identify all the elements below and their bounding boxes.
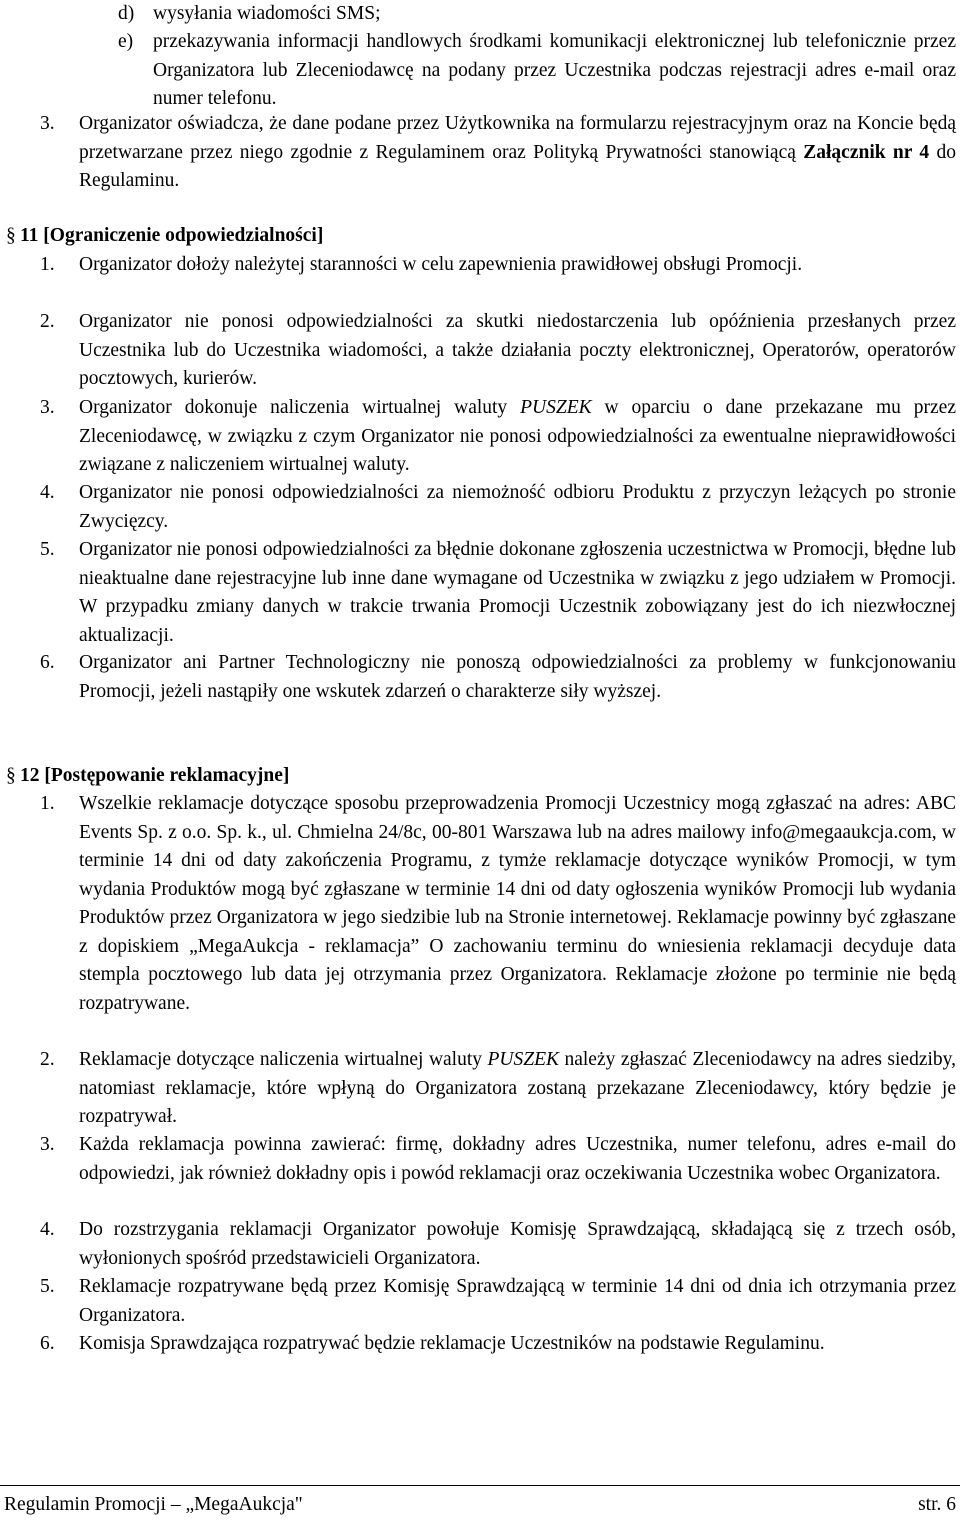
- item-number: 2.: [40, 311, 55, 332]
- item-number: d): [118, 3, 135, 24]
- sec12-item-3: [40, 1131, 956, 1188]
- item-text: [79, 394, 956, 480]
- footer-title: Regulamin Promocji – „MegaAukcja": [4, 1494, 303, 1515]
- item-number: 3.: [40, 397, 55, 418]
- sec11-item-2: [40, 308, 956, 394]
- item-text: Do rozstrzygania reklamacji Organizator powołuje Komisję Sprawdzającą, składającą się z trzech osób, wyłonionych spośród przedstawicieli Organizatora.: [79, 1219, 956, 1269]
- sec12-item-1: [40, 790, 956, 1018]
- sec12-item-4: [40, 1216, 956, 1273]
- footer-divider: [0, 1485, 960, 1486]
- sec12-item-5: [40, 1273, 956, 1330]
- item-text: Wszelkie reklamacje dotyczące sposobu przeprowadzenia Promocji Uczestnicy mogą zgłaszać na adres: ABC Events Sp. z o.o. Sp. k., ul. Chmielna 24/8c, 00-801 Warszawa lub na adres mailowy info@megaaukcja.com, w terminie 14 dni od daty zakończenia Programu, z tymże reklamacje dotyczące wyników Promocji, w tym wydania Produktów mogą być zgłaszane w terminie 14 dni od daty ogłoszenia wyników Promocji lub wydania Produktów przez Organizatora w jego siedzibie lub na Stronie internetowej. Reklamacje powinny być zgłaszane z dopiskiem „MegaAukcja - reklamacja” O zachowaniu terminu do wniesienia reklamacji decyduje data stempla pocztowego lub data jej otrzymania przez Organizatora. Reklamacje złożone po terminie nie będą rozpatrywane.: [79, 793, 956, 1014]
- sec11-item-4: [40, 479, 956, 536]
- text-part: Reklamacje dotyczące naliczenia wirtualnej waluty: [79, 1049, 488, 1070]
- attachment-ref: Załącznik nr 4: [803, 141, 930, 163]
- text-part: Organizator oświadcza, że dane podane przez Użytkownika na formularzu rejestracyjnym oraz na Koncie będą przetwarzane przez niego zgodnie z Regulaminem oraz Polityką Prywatności stanowiącą: [79, 113, 956, 163]
- sec11-item-1: [40, 251, 956, 280]
- item-number: 4.: [40, 1219, 55, 1240]
- section-11-heading: [6, 222, 323, 251]
- item-text: przekazywania informacji handlowych środkami komunikacji elektronicznej lub telefonicznie przez Organizatora lub Zleceniodawcę na podany przez Uczestnika podczas rejestracji adres e-mail oraz numer telefonu.: [153, 31, 956, 109]
- sec11-item-3: [40, 394, 956, 480]
- sec11-item-5: [40, 536, 956, 650]
- item-text: Komisja Sprawdzająca rozpatrywać będzie reklamacje Uczestników na podstawie Regulaminu.: [79, 1333, 825, 1354]
- page-number: str. 6: [918, 1494, 956, 1515]
- item-text: Organizator ani Partner Technologiczny nie ponoszą odpowiedzialności za problemy w funkcjonowaniu Promocji, jeżeli nastąpiły one wskutek zdarzeń o charakterze siły wyższej.: [79, 652, 956, 702]
- text-part: do Regulaminu.: [79, 141, 957, 191]
- section-12-heading: [6, 762, 289, 791]
- item-text: wysyłania wiadomości SMS;: [153, 3, 381, 24]
- paragraph-sign: §: [6, 225, 16, 246]
- item-text: Organizator nie ponosi odpowiedzialności za niemożność odbioru Produktu z przyczyn leżących po stronie Zwycięzcy.: [79, 482, 956, 532]
- paragraph-sign: §: [6, 765, 16, 786]
- item-number: 6.: [40, 652, 55, 673]
- item-number: 5.: [40, 1276, 55, 1297]
- item-text: Organizator nie ponosi odpowiedzialności za błędnie dokonane zgłoszenia uczestnictwa w Promocji, błędne lub nieaktualne dane rejestracyjne lub inne dane wymagane od Uczestnika w związku z jego udziałem w Promocji. W przypadku zmiany danych w trakcie trwania Promocji Uczestnik zobowiązany jest do ich niezwłocznej aktualizacji.: [79, 539, 956, 646]
- item-number: 1.: [40, 254, 55, 275]
- item-text: [79, 1046, 956, 1132]
- item-number: 4.: [40, 482, 55, 503]
- item-text: [79, 110, 956, 196]
- section-title: 12 [Postępowanie reklamacyjne]: [20, 765, 290, 786]
- currency-name: PUSZEK: [520, 397, 592, 418]
- text-part: Organizator dokonuje naliczenia wirtualnej waluty: [79, 397, 521, 418]
- text-part: należy zgłaszać Zleceniodawcy na adres siedziby, natomiast reklamacje, które wpłyną do Organizatora zostaną przekazane Zleceniodawcy, który będzie je rozpatrywał.: [79, 1049, 956, 1127]
- item-number: e): [118, 31, 134, 52]
- item-number: 2.: [40, 1049, 55, 1070]
- item-text: Każda reklamacja powinna zawierać: firmę, dokładny adres Uczestnika, numer telefonu, adres e-mail do odpowiedzi, jak również dokładny opis i powód reklamacji oraz oczekiwania Uczestnika wobec Organizatora.: [79, 1134, 956, 1184]
- item-text: Organizator nie ponosi odpowiedzialności za skutki niedostarczenia lub opóźnienia przesłanych przez Uczestnika lub do Uczestnika wiadomości, a także działania poczty elektronicznej, Operatorów, operatorów pocztowych, kurierów.: [79, 311, 956, 389]
- sec10-item-d: [118, 0, 956, 29]
- sec10-item-3: [40, 110, 956, 196]
- item-number: 5.: [40, 539, 55, 560]
- item-text: Organizator dołoży należytej staranności w celu zapewnienia prawidłowej obsługi Promocji.: [79, 254, 803, 275]
- sec12-item-6: [40, 1330, 956, 1359]
- item-number: 1.: [40, 793, 55, 814]
- sec11-item-6: [40, 649, 956, 706]
- item-number: 3.: [40, 113, 55, 134]
- text-part: w oparciu o dane przekazane mu przez Zleceniodawcę, w związku z czym Organizator nie ponosi odpowiedzialności za ewentualne nieprawidłowości związane z naliczeniem wirtualnej waluty.: [79, 397, 956, 475]
- sec10-item-e: [118, 28, 956, 114]
- item-text: Reklamacje rozpatrywane będą przez Komisję Sprawdzającą w terminie 14 dni od dnia ich otrzymania przez Organizatora.: [79, 1276, 956, 1326]
- section-title: 11 [Ograniczenie odpowiedzialności]: [20, 225, 324, 246]
- sec12-item-2: [40, 1046, 956, 1132]
- item-number: 3.: [40, 1134, 55, 1155]
- currency-name: PUSZEK: [487, 1049, 560, 1070]
- item-number: 6.: [40, 1333, 55, 1354]
